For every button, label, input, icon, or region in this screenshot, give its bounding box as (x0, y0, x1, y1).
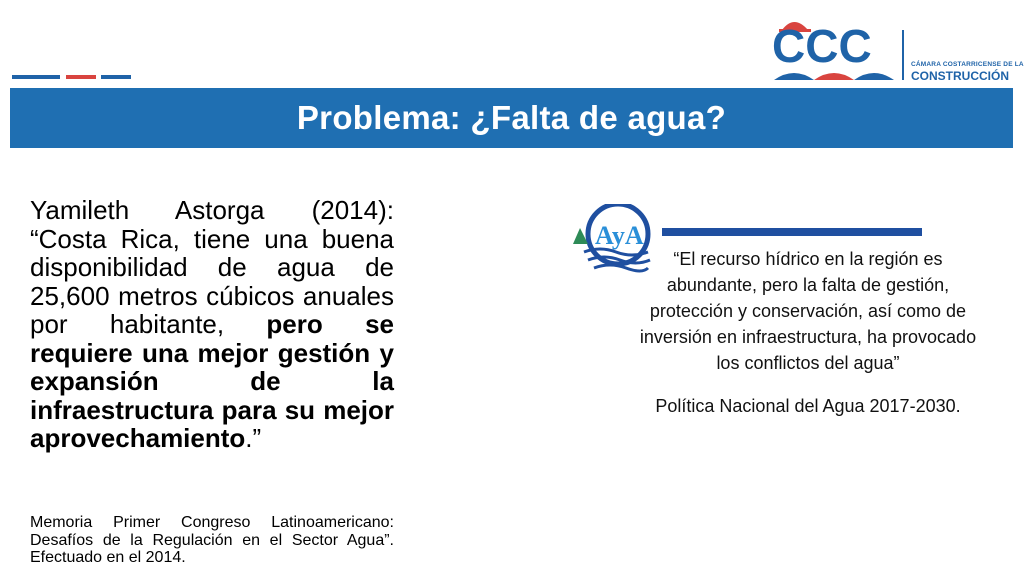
decorative-line-blue (12, 75, 60, 79)
logo-org-line2: CONSTRUCCIÓN (911, 69, 1009, 83)
aya-logo-text: AyA (595, 221, 644, 250)
slide-title: Problema: ¿Falta de agua? (296, 99, 727, 136)
logo-divider (902, 30, 904, 80)
left-quote (30, 196, 394, 453)
left-quote-intro: Yamileth Astorga (2014): “Costa Rica, tiene una buena disponibilidad de agua de 25,600 metros cúbicos anuales por habitante, (30, 195, 394, 339)
ccc-logo-mark (770, 10, 902, 84)
decorative-line-blue-short (101, 75, 131, 79)
decorative-line-red (66, 75, 96, 79)
left-quote-emphasis: pero se requiere una mejor gestión y expansión de la infraestructura para su mejor aprovechamiento (30, 309, 394, 453)
right-source: Política Nacional del Agua 2017-2030. (655, 396, 961, 416)
title-band (10, 88, 1013, 148)
left-quote-end: .” (245, 423, 262, 453)
ccc-logo (770, 10, 1024, 84)
logo-letters: CCC (772, 20, 872, 72)
logo-org-line1: CÁMARA COSTARRICENSE DE LA (911, 61, 1024, 68)
left-source: Memoria Primer Congreso Latinoamericano: Desafíos de la Regulación en el Sector Agua”. Efectuado en el 2014. (30, 514, 394, 566)
right-quote: “El recurso hídrico en la región es abundante, pero la falta de gestión, protección y conservación, así como de inversión en infraestructura, ha provocado los conflictos del agua” (639, 249, 977, 373)
aya-divider-bar (662, 228, 922, 236)
